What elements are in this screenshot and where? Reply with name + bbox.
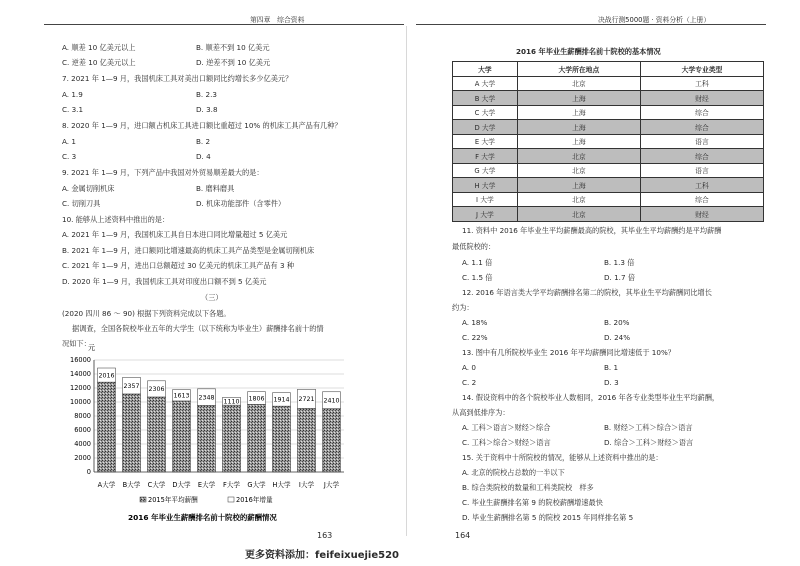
bar-2015-average — [198, 405, 216, 472]
bar-series — [98, 368, 341, 472]
cell-university: H 大学 — [453, 178, 518, 193]
x-category-label: E大学 — [197, 481, 216, 489]
cell-location: 北京 — [517, 207, 640, 222]
cell-location: 上海 — [517, 178, 640, 193]
q11-stem-line1: 11. 资料中 2016 年毕业生平均薪酬最高的院校，其毕业生平均薪酬约是平均薪酬 — [462, 226, 722, 235]
chart-title: 2016 年毕业生薪酬排名前十院校的薪酬情况 — [128, 513, 277, 522]
table-row — [453, 91, 764, 106]
q8-option-b: B. 2 — [196, 137, 211, 146]
q6-option-d: D. 逆差不到 10 亿美元 — [196, 58, 271, 67]
bar-2015-average — [273, 406, 291, 472]
q15-option-a: A. 北京的院校占总数的一半以下 — [462, 468, 565, 477]
x-category-label: J大学 — [323, 481, 340, 489]
right-page-number: 164 — [455, 531, 471, 540]
bar-2015-average — [123, 394, 141, 472]
q11-stem-line2: 最低院校的： — [452, 242, 496, 251]
q12-option-b: B. 20% — [604, 318, 630, 327]
bar-value-label: 2721 — [298, 396, 315, 404]
q11-option-d: D. 1.7 倍 — [604, 273, 636, 282]
x-category-label: G大学 — [247, 481, 266, 489]
y-tick-label: 2000 — [74, 454, 91, 463]
right-header-rule — [416, 24, 766, 25]
cell-type: 语言 — [640, 163, 763, 178]
q11-option-c: C. 1.5 倍 — [462, 273, 493, 282]
q9-option-c: C. 切削刀具 — [62, 199, 101, 208]
bar-value-label: 2016 — [98, 372, 115, 380]
q9-stem: 9. 2021 年 1—9 月，下列产品中我国对外贸易顺差最大的是： — [62, 168, 264, 177]
cell-type: 工科 — [640, 178, 763, 193]
intro-line-2: 况如下： — [62, 339, 91, 348]
cell-university: B 大学 — [453, 91, 518, 106]
x-axis-categories — [98, 480, 340, 489]
q13-option-a: A. 0 — [462, 363, 476, 372]
table-title: 2016 年毕业生薪酬排名前十院校的基本情况 — [516, 47, 661, 56]
table-header-row — [453, 62, 764, 77]
bar-value-label: 1613 — [173, 392, 190, 400]
intro-line-1: 据调查，全国各院校毕业五年的大学生（以下统称为毕业生）薪酬排名前十的情 — [72, 324, 324, 333]
bar-2015-average — [223, 405, 241, 472]
q9-option-a: A. 金属切削机床 — [62, 184, 115, 193]
table-row — [453, 76, 764, 91]
cell-university: D 大学 — [453, 120, 518, 135]
x-category-label: F大学 — [223, 481, 240, 489]
cell-location: 北京 — [517, 76, 640, 91]
q7-stem: 7. 2021 年 1—9 月，我国机床工具对美出口额同比约增长多少亿美元？ — [62, 74, 293, 83]
cell-type: 综合 — [640, 105, 763, 120]
cell-type: 综合 — [640, 192, 763, 207]
q7-option-b: B. 2.3 — [196, 90, 217, 99]
cell-university: F 大学 — [453, 149, 518, 164]
cell-university: A 大学 — [453, 76, 518, 91]
section-title: （三） — [201, 293, 223, 302]
x-category-label: D大学 — [172, 481, 191, 489]
q13-option-c: C. 2 — [462, 378, 477, 387]
page-gutter — [406, 26, 407, 536]
q7-option-d: D. 3.8 — [196, 105, 218, 114]
bar-2015-average — [98, 382, 116, 472]
chart-legend — [140, 495, 273, 504]
q10-option-c: C. 2021 年 1—9 月，进出口总额超过 30 亿美元的机床工具产品有 3 种 — [62, 261, 295, 270]
chapter-header: 第四章 综合资料 — [250, 16, 305, 24]
cell-type: 财经 — [640, 207, 763, 222]
bar-value-label: 2348 — [198, 394, 215, 402]
legend-label-2015: 2015年平均薪酬 — [148, 496, 198, 504]
table-row — [453, 120, 764, 135]
bar-2015-average — [173, 401, 191, 472]
q13-stem: 13. 图中有几所院校毕业生 2016 年平均薪酬同比增速低于 10%？ — [462, 348, 675, 357]
cell-location: 上海 — [517, 105, 640, 120]
header-location: 大学所在地点 — [517, 62, 640, 77]
cell-university: C 大学 — [453, 105, 518, 120]
q12-stem-line2: 约为： — [452, 303, 474, 312]
cell-location: 北京 — [517, 192, 640, 207]
bar-2015-average — [298, 408, 316, 472]
q9-option-b: B. 磨料磨具 — [196, 184, 235, 193]
cell-location: 上海 — [517, 91, 640, 106]
cell-location: 北京 — [517, 163, 640, 178]
q14-stem-line2: 从高到低排序为： — [452, 408, 510, 417]
footer-promo-text: 更多资料添加：feifeixuejie520 — [245, 550, 399, 561]
q10-stem: 10. 能够从上述资料中推出的是： — [62, 215, 170, 224]
header-major-type: 大学专业类型 — [640, 62, 763, 77]
q10-option-a: A. 2021 年 1—9 月，我国机床工具自日本进口同比增量超过 5 亿美元 — [62, 230, 288, 239]
y-tick-label: 8000 — [74, 412, 91, 421]
bar-value-label: 1806 — [248, 395, 265, 403]
table-row — [453, 207, 764, 222]
table-row — [453, 192, 764, 207]
y-axis-ticks — [70, 356, 91, 476]
q14-option-c: C. 工科＞综合＞财经＞语言 — [462, 438, 551, 447]
legend-swatch-2015 — [140, 497, 146, 502]
q7-option-c: C. 3.1 — [62, 105, 84, 114]
q12-option-a: A. 18% — [462, 318, 488, 327]
cell-university: G 大学 — [453, 163, 518, 178]
source-line: (2020 四川 86 ～ 90) 根据下列资料完成以下各题。 — [62, 309, 231, 318]
q15-option-b: B. 综合类院校的数量和工科类院校 样多 — [462, 483, 594, 492]
y-tick-label: 16000 — [70, 356, 91, 365]
bar-value-label: 2410 — [323, 397, 340, 405]
table-row — [453, 178, 764, 193]
salary-bar-chart — [48, 340, 348, 532]
bar-value-label: 2306 — [148, 386, 165, 394]
q6-option-a: A. 顺差 10 亿美元以上 — [62, 43, 136, 52]
q12-stem-line1: 12. 2016 年语言类大学平均薪酬排名第二的院校，其毕业生平均薪酬同比增长 — [462, 288, 712, 297]
q12-option-c: C. 22% — [462, 333, 488, 342]
cell-location: 上海 — [517, 134, 640, 149]
q13-option-d: D. 3 — [604, 378, 619, 387]
table-row — [453, 105, 764, 120]
cell-location: 北京 — [517, 149, 640, 164]
book-title-header: 决战行测5000题 · 资料分析（上册） — [598, 16, 711, 24]
q10-option-d: D. 2020 年 1—9 月，我国机床工具对印度出口额不到 5 亿美元 — [62, 277, 267, 286]
cell-university: E 大学 — [453, 134, 518, 149]
cell-type: 工科 — [640, 76, 763, 91]
q9-option-d: D. 机床功能部件（含零件） — [196, 199, 286, 208]
q8-option-a: A. 1 — [62, 137, 76, 146]
x-category-label: I大学 — [298, 481, 315, 489]
q14-option-b: B. 财经＞工科＞综合＞语言 — [604, 423, 693, 432]
q12-option-d: D. 24% — [604, 333, 631, 342]
q7-option-a: A. 1.9 — [62, 90, 83, 99]
table-row — [453, 149, 764, 164]
q15-option-c: C. 毕业生薪酬排名第 9 的院校薪酬增速最快 — [462, 498, 603, 507]
bar-value-label: 1914 — [273, 396, 290, 404]
y-tick-label: 6000 — [74, 426, 91, 435]
cell-type: 综合 — [640, 120, 763, 135]
q15-stem: 15. 关于资料中十所院校的情况，能够从上述资料中推出的是： — [462, 453, 663, 462]
q8-stem: 8. 2020 年 1—9 月，进口额占机床工具进口额比重超过 10% 的机床工具产品有几种？ — [62, 121, 342, 130]
q8-option-c: C. 3 — [62, 152, 77, 161]
q14-option-d: D. 综合＞工科＞财经＞语言 — [604, 438, 694, 447]
q15-option-d: D. 毕业生薪酬排名第 5 的院校 2015 年同样排名第 5 — [462, 513, 634, 522]
legend-swatch-2016 — [228, 497, 234, 502]
y-tick-label: 4000 — [74, 440, 91, 449]
y-tick-label: 14000 — [70, 370, 91, 379]
bar-2015-average — [323, 409, 341, 472]
q11-option-a: A. 1.1 倍 — [462, 258, 493, 267]
q14-stem-line1: 14. 假设资料中的各个院校毕业人数相同，2016 年各专业类型毕业生平均薪酬， — [462, 393, 720, 402]
q14-option-a: A. 工科＞语言＞财经＞综合 — [462, 423, 551, 432]
x-category-label: A大学 — [97, 481, 116, 489]
x-category-label: H大学 — [272, 481, 291, 489]
bar-value-label: 2357 — [123, 383, 140, 391]
q10-option-b: B. 2021 年 1—9 月，进口额同比增速最高的机床工具产品类型是金属切削机床 — [62, 246, 315, 255]
legend-label-2016: 2016年增量 — [236, 496, 273, 504]
table-row — [453, 163, 764, 178]
x-category-label: B大学 — [122, 481, 141, 489]
cell-university: I 大学 — [453, 192, 518, 207]
q8-option-d: D. 4 — [196, 152, 211, 161]
y-axis-unit-label: 元 — [88, 344, 95, 352]
y-tick-label: 0 — [86, 468, 91, 477]
bar-value-label: 1110 — [223, 398, 240, 406]
university-info-table — [452, 61, 764, 222]
bar-2015-average — [148, 397, 166, 472]
left-header-rule — [44, 24, 404, 25]
x-category-label: C大学 — [147, 481, 166, 489]
cell-type: 综合 — [640, 149, 763, 164]
cell-type: 语言 — [640, 134, 763, 149]
q11-option-b: B. 1.3 倍 — [604, 258, 635, 267]
y-tick-label: 12000 — [70, 384, 91, 393]
cell-university: J 大学 — [453, 207, 518, 222]
bar-2015-average — [248, 404, 266, 472]
q13-option-b: B. 1 — [604, 363, 619, 372]
q6-option-c: C. 逆差 10 亿美元以上 — [62, 58, 136, 67]
y-tick-label: 10000 — [70, 398, 91, 407]
table-row — [453, 134, 764, 149]
q6-option-b: B. 顺差不到 10 亿美元 — [196, 43, 270, 52]
cell-type: 财经 — [640, 91, 763, 106]
left-page-number: 163 — [317, 531, 333, 540]
header-university: 大学 — [453, 62, 518, 77]
cell-location: 上海 — [517, 120, 640, 135]
